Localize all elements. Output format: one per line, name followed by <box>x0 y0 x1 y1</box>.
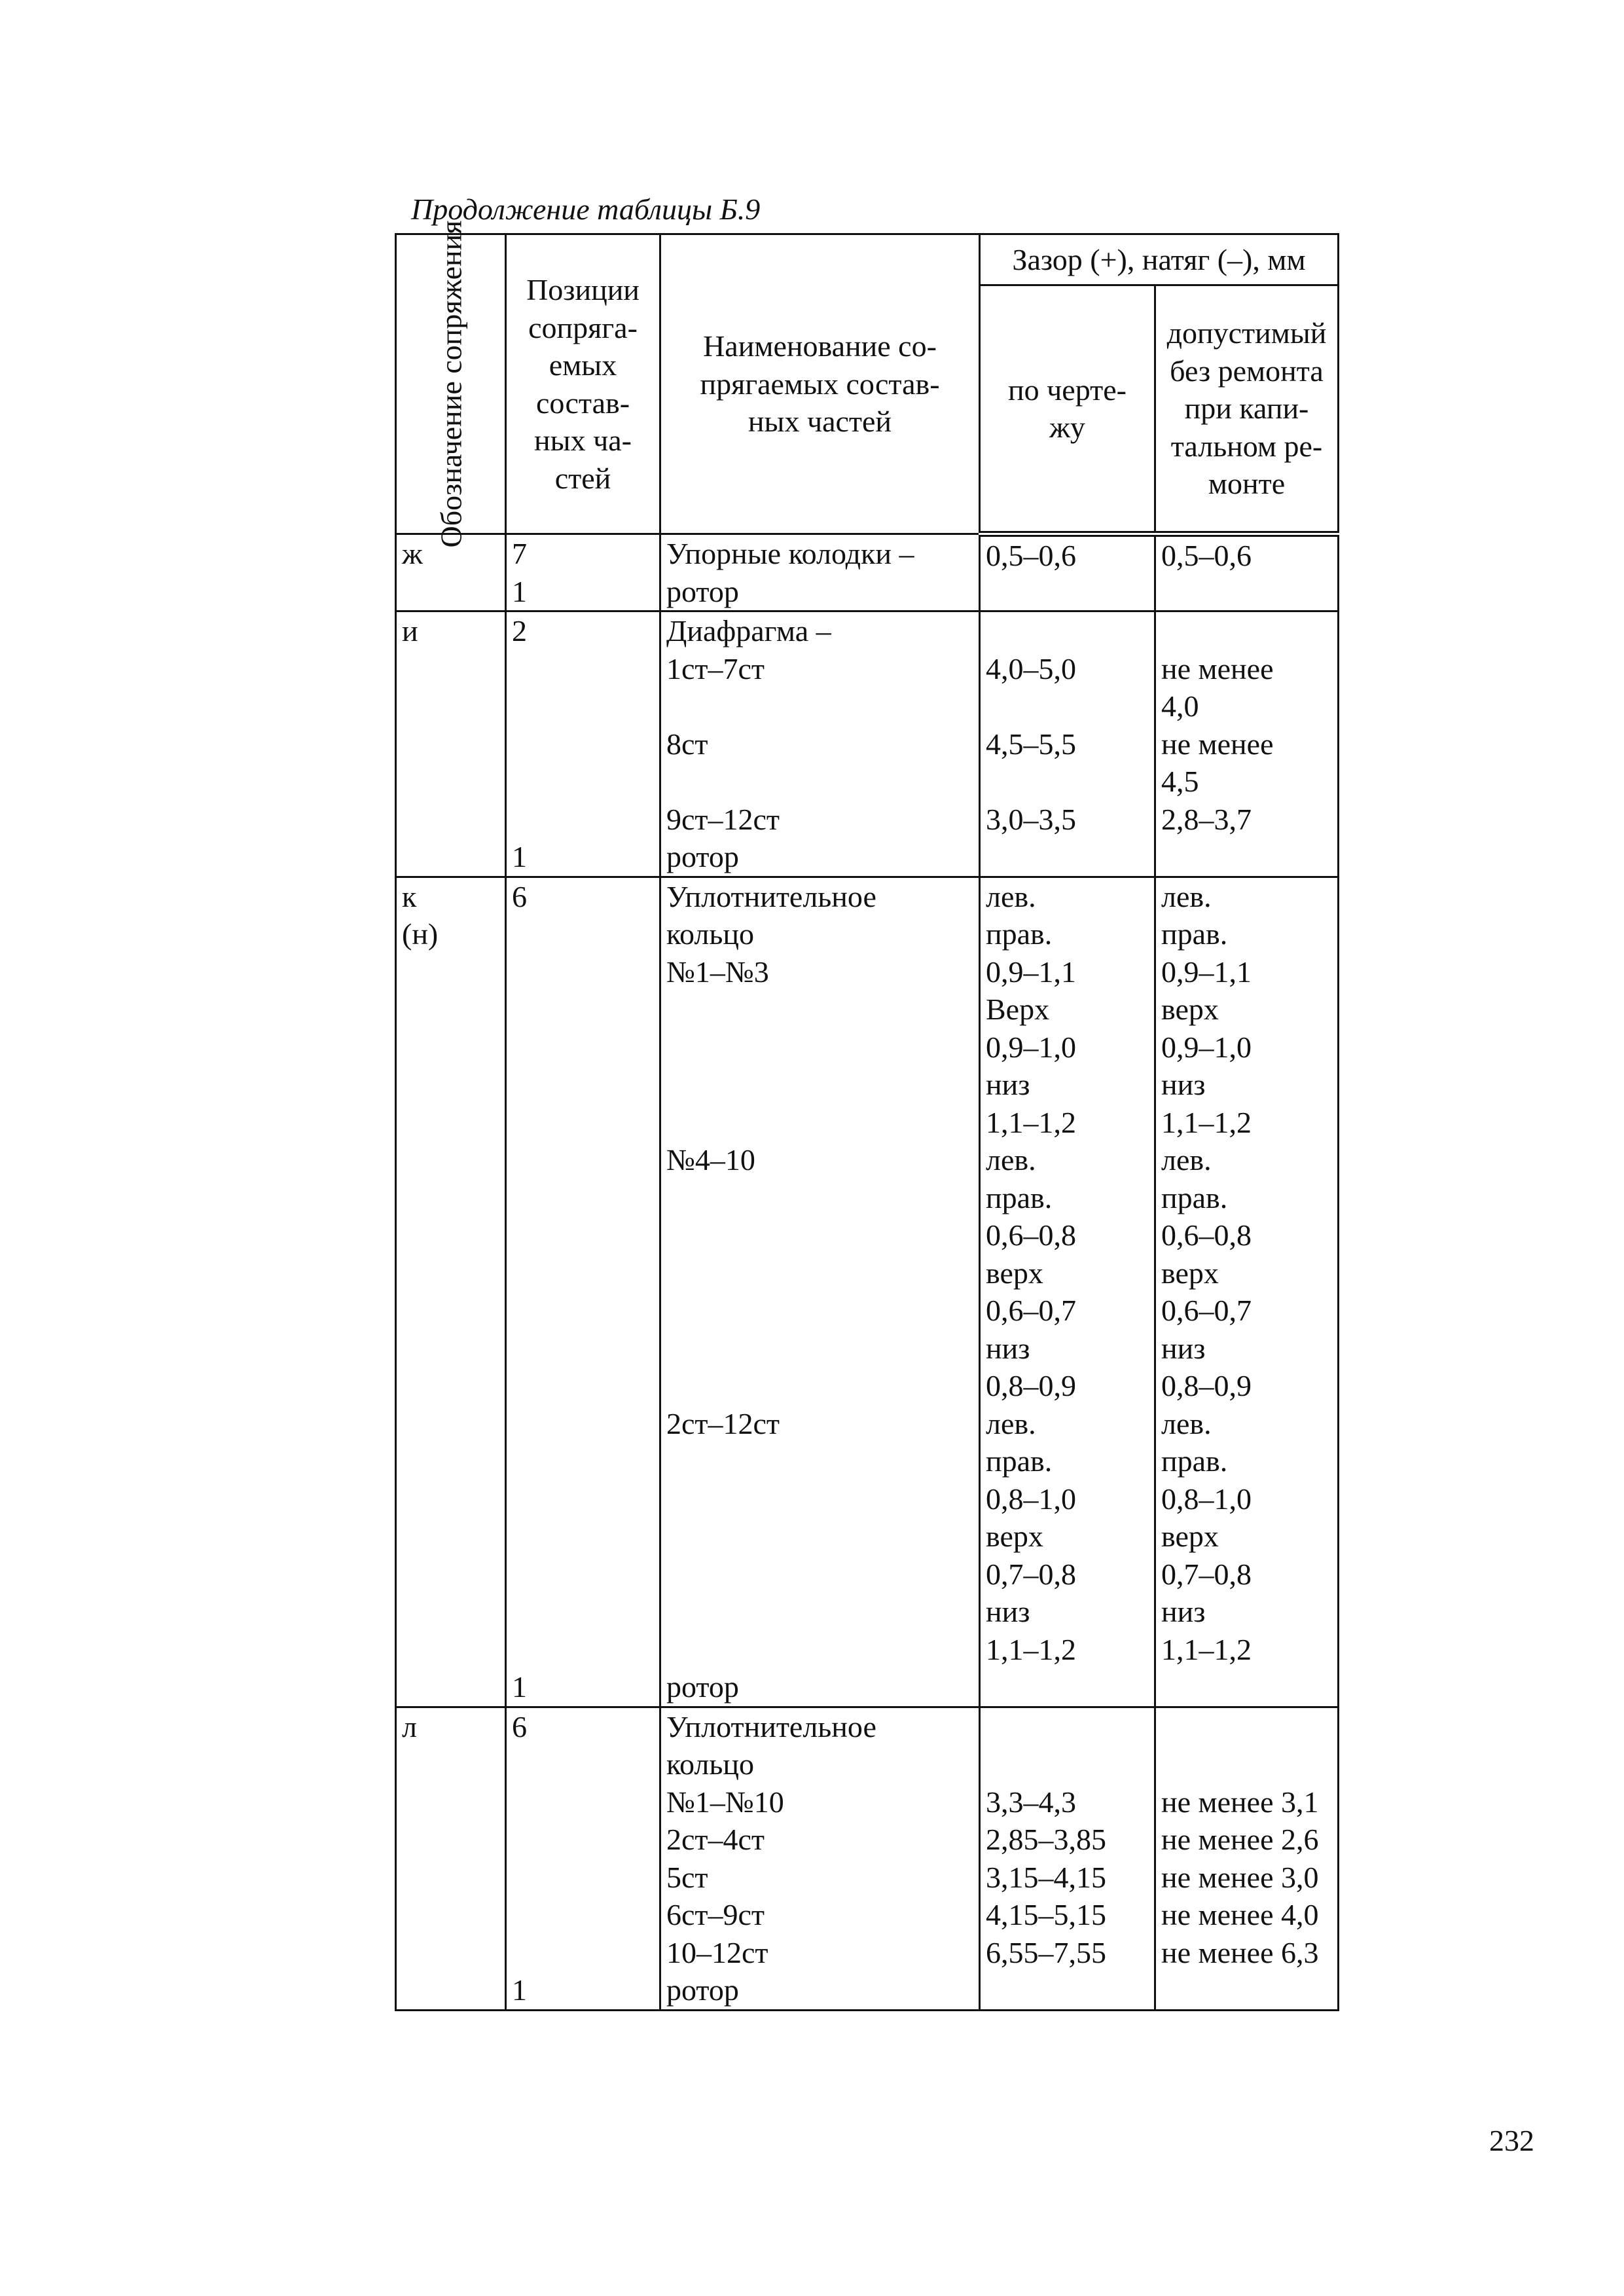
cell-positions: 6 1 <box>506 877 660 1707</box>
header-gap-group: Зазор (+), натяг (–), мм <box>980 234 1339 285</box>
header-designation <box>396 220 506 548</box>
cell-allowed: лев. прав. 0,9–1,1 верх 0,9–1,0 низ 1,1–1,2 лев. прав. 0,6–0,8 верх 0,6–0,7 низ 0,8–0,9 лев. прав. 0,8–1,0 верх 0,7–0,8 низ 1,1–1,2 <box>1155 877 1339 1707</box>
cell-by-drawing: 3,3–4,3 2,85–3,85 3,15–4,15 4,15–5,15 6,55–7,55 <box>980 1707 1155 2010</box>
table-caption: Продолжение таблицы Б.9 <box>411 192 761 226</box>
cell-allowed: не менее 4,0 не менее 4,5 2,8–3,7 <box>1155 611 1339 877</box>
header-designation-text: Обозначение сопряжения <box>434 220 467 548</box>
cell-designation: л <box>396 1707 506 2010</box>
header-positions: Позиции сопряга- емых состав- ных ча- стей <box>506 234 660 534</box>
table-row <box>396 877 1339 1707</box>
cell-designation: ж <box>396 534 506 611</box>
cell-name: Упорные колодки – ротор <box>660 534 980 611</box>
cell-designation: к (н) <box>396 877 506 1707</box>
cell-name: Диафрагма – 1ст–7ст 8ст 9ст–12ст ротор <box>660 611 980 877</box>
cell-name: Уплотнительное кольцо №1–№10 2ст–4ст 5ст 6ст–9ст 10–12ст ротор <box>660 1707 980 2010</box>
cell-positions: 2 1 <box>506 611 660 877</box>
cell-by-drawing: лев. прав. 0,9–1,1 Верх 0,9–1,0 низ 1,1–1,2 лев. прав. 0,6–0,8 верх 0,6–0,7 низ 0,8–0,9 лев. прав. 0,8–1,0 верх 0,7–0,8 низ 1,1–1,2 <box>980 877 1155 1707</box>
cell-by-drawing: 4,0–5,0 4,5–5,5 3,0–3,5 <box>980 611 1155 877</box>
cell-positions: 6 1 <box>506 1707 660 2010</box>
cell-by-drawing: 0,5–0,6 <box>980 534 1155 611</box>
table-row <box>396 1707 1339 2010</box>
header-allowed: допустимый без ремонта при капи- тальном ре- монте <box>1155 285 1339 534</box>
clearance-table <box>395 220 1339 2011</box>
header-by-drawing: по черте- жу <box>980 285 1155 534</box>
table-row <box>396 534 1339 611</box>
cell-name: Уплотнительное кольцо №1–№3 №4–10 2ст–12ст ротор <box>660 877 980 1707</box>
header-row-1 <box>396 234 1339 285</box>
cell-allowed: 0,5–0,6 <box>1155 534 1339 611</box>
cell-positions: 7 1 <box>506 534 660 611</box>
cell-allowed: не менее 3,1 не менее 2,6 не менее 3,0 не менее 4,0 не менее 6,3 <box>1155 1707 1339 2010</box>
table-row <box>396 611 1339 877</box>
header-name: Наименование со- прягаемых состав- ных частей <box>660 234 980 534</box>
cell-designation: и <box>396 611 506 877</box>
page-number: 232 <box>1489 2124 1534 2157</box>
